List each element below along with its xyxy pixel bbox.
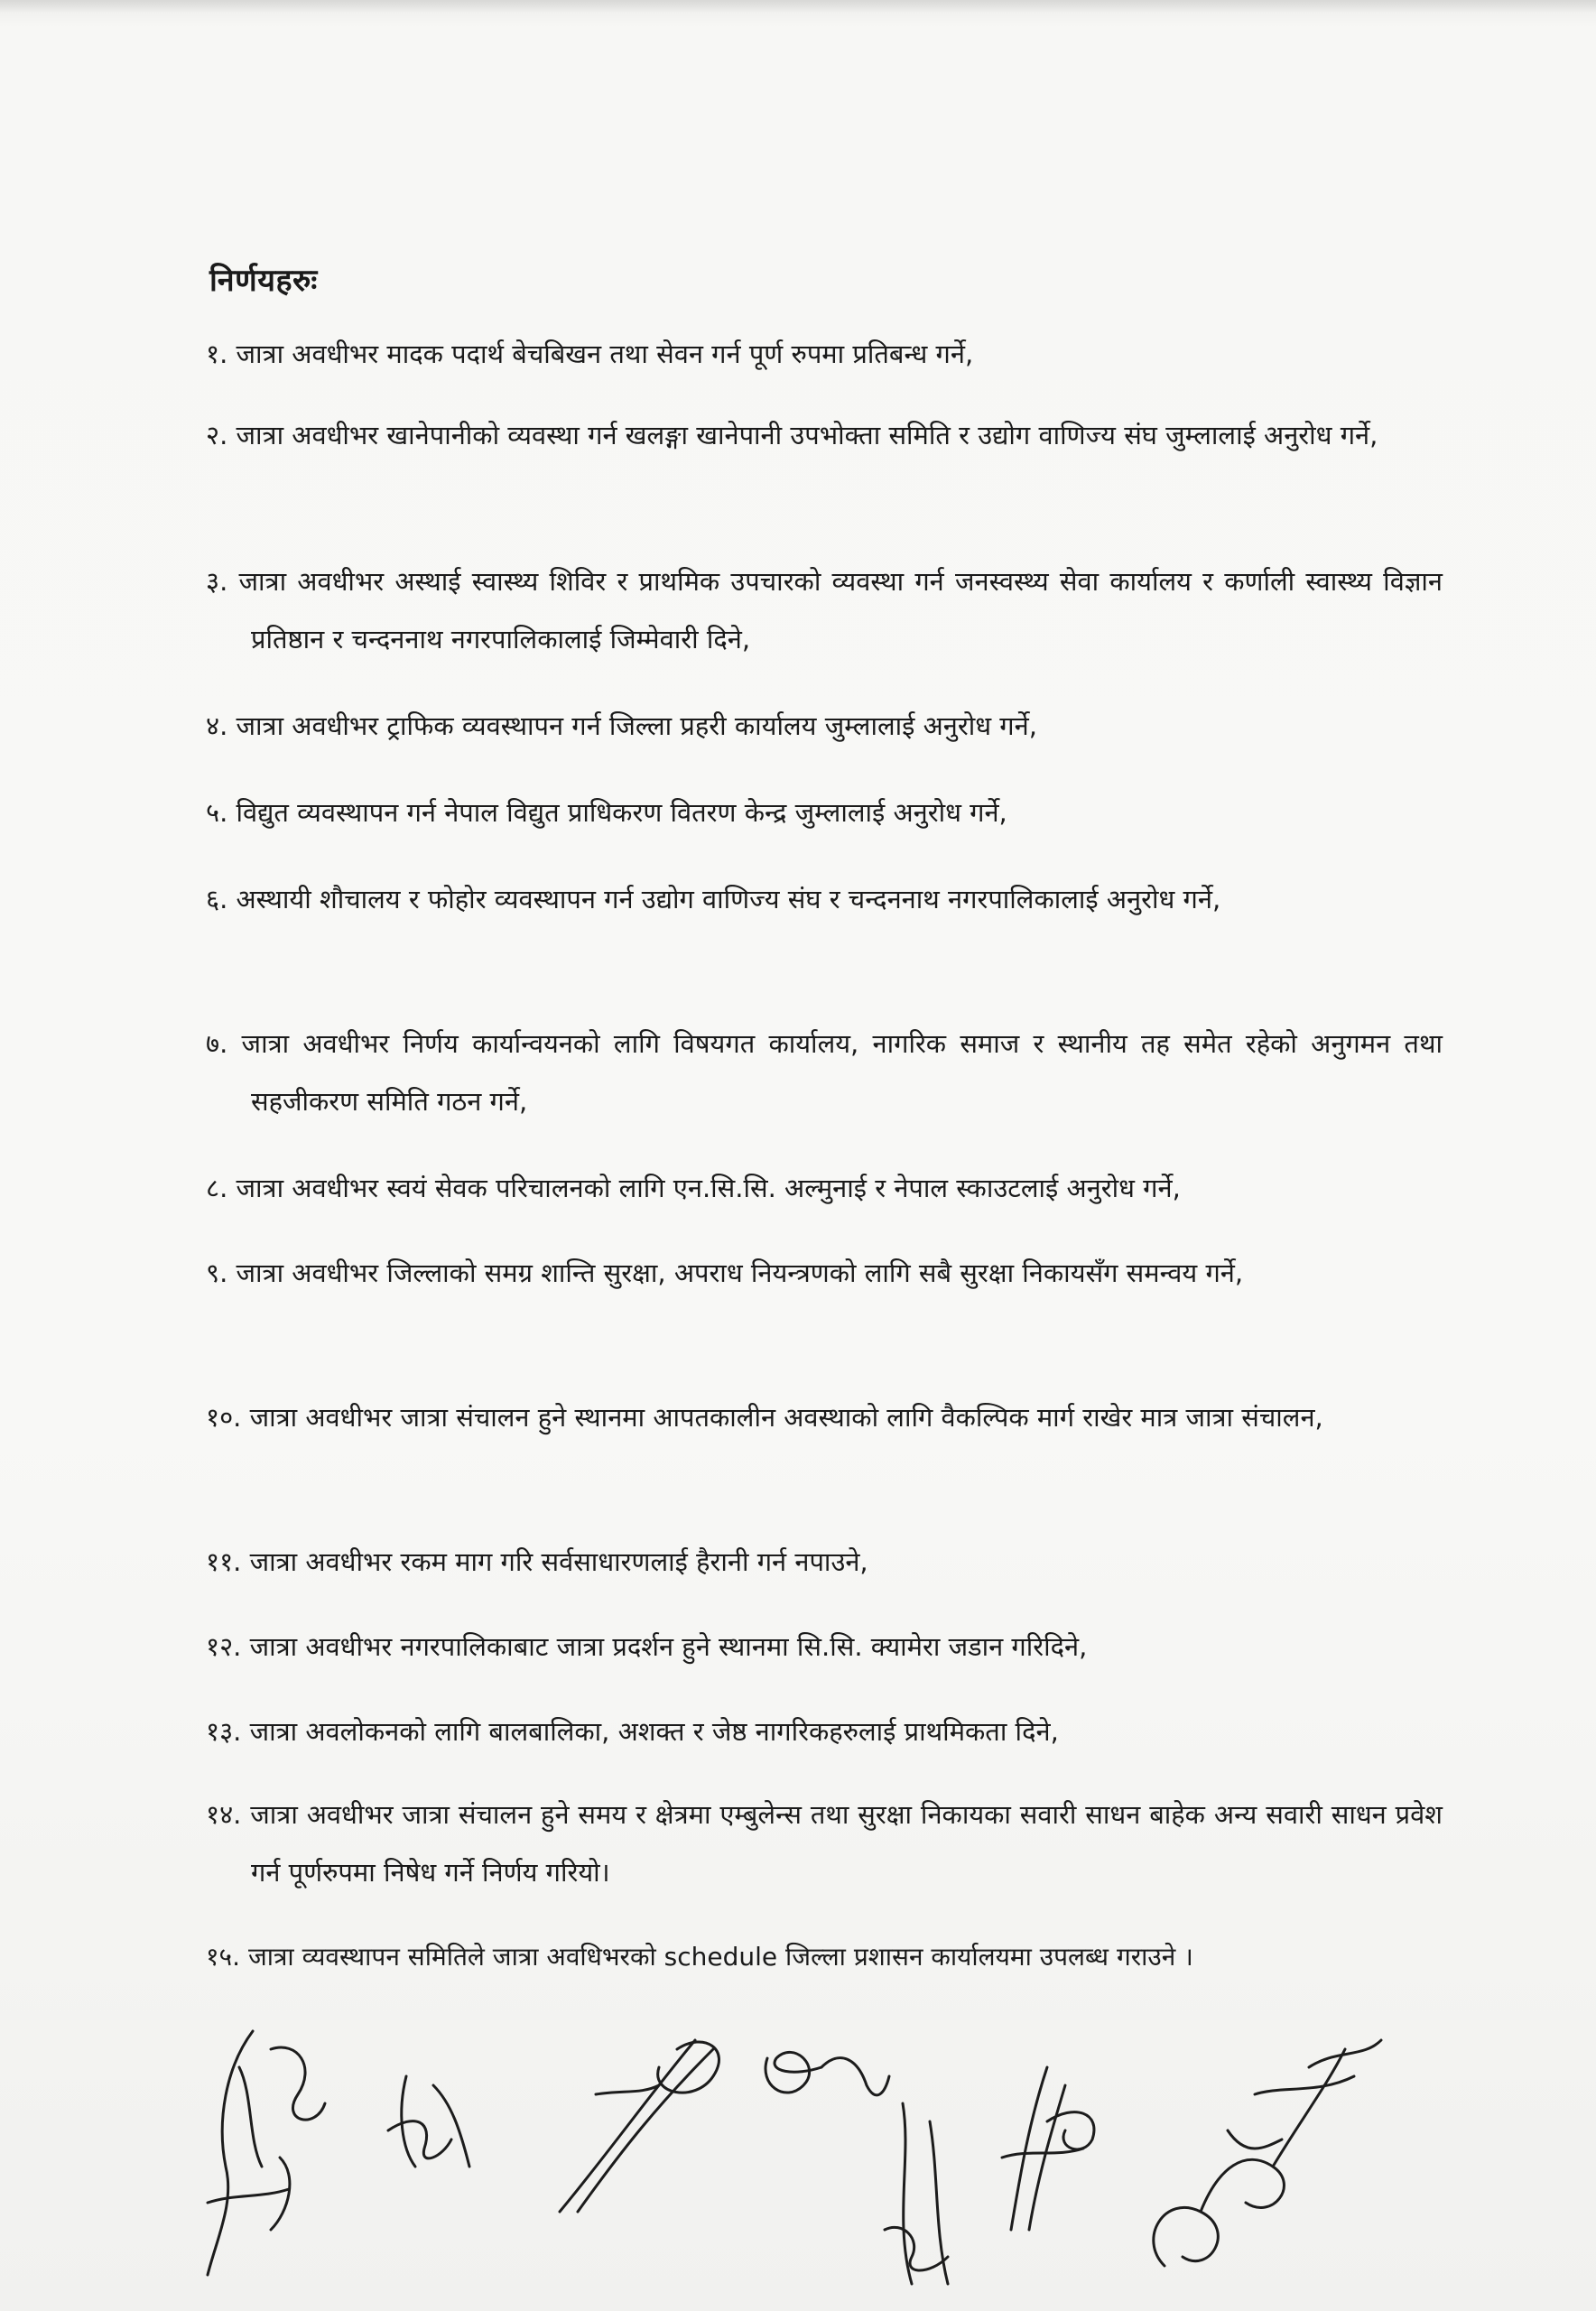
decision-item-3 (206, 552, 1443, 668)
signature-2 (379, 2058, 478, 2185)
decision-number: १०. (206, 1402, 242, 1433)
decision-number: ८. (206, 1173, 228, 1203)
decision-item-1 (206, 325, 1443, 383)
page-heading: निर्णयहरुः (209, 263, 318, 299)
decision-text: जात्रा अवधीभर निर्णय कार्यान्वयनको लागि विषयगत कार्यालय, नागरिक समाज र स्थानीय तह समेत रहेको अनुगमन तथा सहजीकरण समिति गठन गर्ने, (241, 1028, 1443, 1117)
decision-number: १४. (206, 1799, 242, 1830)
decision-item-10 (206, 1388, 1443, 1446)
signature-6 (975, 2049, 1119, 2248)
decision-item-2 (206, 406, 1443, 464)
decision-number: ९. (206, 1258, 228, 1288)
decision-number: ११. (206, 1546, 242, 1577)
decision-item-5 (206, 784, 1443, 841)
decision-text: जात्रा अवधीभर जात्रा संचालन हुने स्थानमा आपतकालीन अवस्थाको लागि वैकल्पिक मार्ग राखेर मात्र जात्रा संचालन, (249, 1402, 1323, 1433)
decision-item-15 (206, 1928, 1443, 1986)
scan-edge (0, 0, 1596, 13)
decision-item-6 (206, 870, 1443, 928)
decision-text: जात्रा अवधीभर स्वयं सेवक परिचालनको लागि एन.सि.सि. अल्मुनाई र नेपाल स्काउटलाई अनुरोध गर्ने, (236, 1173, 1181, 1203)
decision-number: ४. (206, 710, 228, 741)
decision-text: जात्रा अवधीभर नगरपालिकाबाट जात्रा प्रदर्शन हुने स्थानमा सि.सि. क्यामेरा जडान गरिदिने, (249, 1631, 1088, 1662)
decision-text: अस्थायी शौचालय र फोहोर व्यवस्थापन गर्न उद्योग वाणिज्य संघ र चन्दननाथ नगरपालिकालाई अनुरोध गर्ने, (236, 884, 1221, 914)
decision-item-12 (206, 1618, 1443, 1675)
decision-number: १. (206, 339, 228, 369)
decision-number: ३. (206, 566, 228, 597)
decision-item-11 (206, 1533, 1443, 1591)
decision-number: ६. (206, 884, 228, 914)
decision-text: विद्युत व्यवस्थापन गर्न नेपाल विद्युत प्राधिकरण वितरण केन्द्र जुम्लालाई अनुरोध गर्ने, (236, 797, 1007, 828)
decision-number: ५. (206, 797, 228, 828)
decision-text: जात्रा अवधीभर रकम माग गरि सर्वसाधारणलाई हैरानी गर्न नपाउने, (249, 1546, 868, 1577)
decision-number: १३. (206, 1716, 242, 1747)
decision-number: ७. (206, 1028, 228, 1059)
signature-7 (1128, 2013, 1399, 2284)
signature-1 (190, 2013, 352, 2284)
signature-5 (867, 2085, 975, 2302)
decision-text: जात्रा अवधीभर ट्राफिक व्यवस्थापन गर्न जिल्ला प्रहरी कार्यालय जुम्लालाई अनुरोध गर्ने, (236, 710, 1037, 741)
decision-number: २. (206, 420, 228, 450)
decision-item-7 (206, 1015, 1443, 1130)
decision-item-14 (206, 1786, 1443, 1901)
decision-text: जात्रा व्यवस्थापन समितिले जात्रा अवधिभरको schedule जिल्ला प्रशासन कार्यालयमा उपलब्ध गराउने । (247, 1942, 1193, 1972)
decision-text: जात्रा अवलोकनको लागि बालबालिका, अशक्त र जेष्ठ नागरिकहरुलाई प्राथमिकता दिने, (249, 1716, 1059, 1747)
decision-item-4 (206, 697, 1443, 755)
decision-number: १२. (206, 1631, 242, 1662)
decision-item-9 (206, 1244, 1443, 1302)
decision-number: १५. (206, 1942, 241, 1972)
signature-3 (542, 2013, 758, 2230)
decision-item-13 (206, 1703, 1443, 1760)
decision-item-8 (206, 1159, 1443, 1217)
decision-text: जात्रा अवधीभर मादक पदार्थ बेचबिखन तथा सेवन गर्न पूर्ण रुपमा प्रतिबन्ध गर्ने, (236, 339, 974, 369)
signature-block (181, 2013, 1444, 2302)
decision-text: जात्रा अवधीभर जात्रा संचालन हुने समय र क्षेत्रमा एम्बुलेन्स तथा सुरक्षा निकायका सवारी साधन बाहेक अन्य सवारी साधन प्रवेश गर्न पूर्णरुपमा निषेध गर्ने निर्णय गरियो। (250, 1799, 1443, 1888)
decision-text: जात्रा अवधीभर खानेपानीको व्यवस्था गर्न खलङ्गा खानेपानी उपभोक्ता समिति र उद्योग वाणिज्य संघ जुम्लालाई अनुरोध गर्ने, (236, 420, 1378, 450)
decision-text: जात्रा अवधीभर अस्थाई स्वास्थ्य शिविर र प्राथमिक उपचारको व्यवस्था गर्न जनस्वस्थ्य सेवा कार्यालय र कर्णाली स्वास्थ्य विज्ञान प्रतिष्ठान र चन्दननाथ नगरपालिकालाई जिम्मेवारी दिने, (238, 566, 1443, 654)
decision-text: जात्रा अवधीभर जिल्लाको समग्र शान्ति सुरक्षा, अपराध नियन्त्रणको लागि सबै सुरक्षा निकायसँग समन्वय गर्ने, (236, 1258, 1244, 1288)
